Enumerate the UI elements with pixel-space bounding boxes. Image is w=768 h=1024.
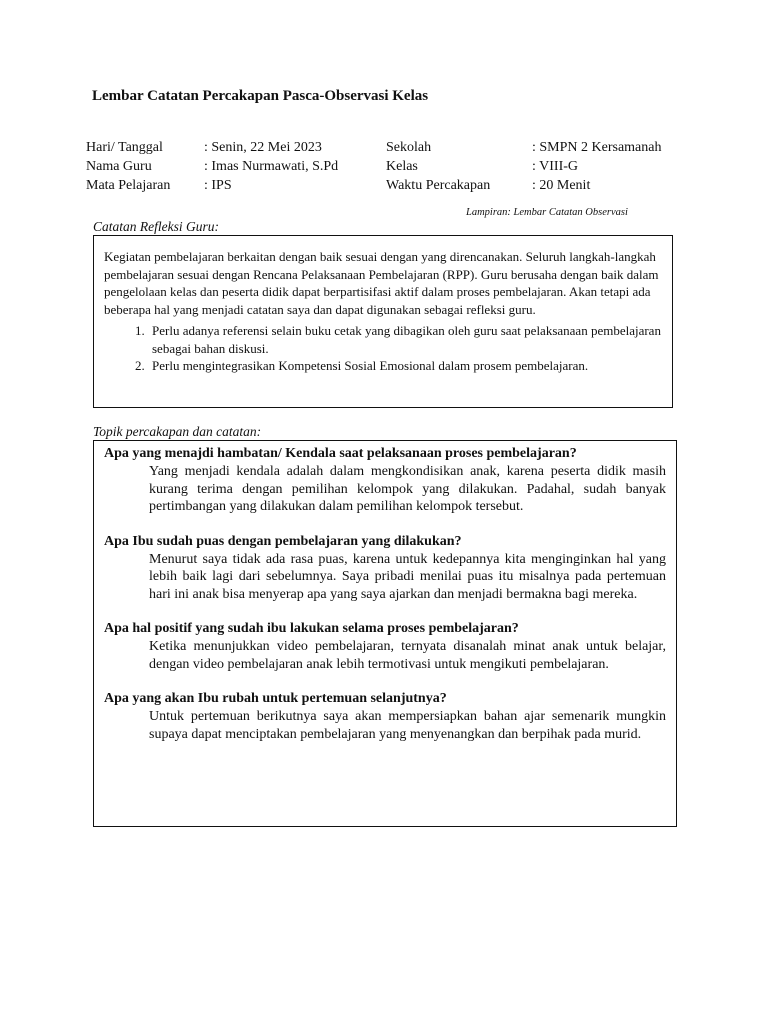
question: Apa yang akan Ibu rubah untuk pertemuan selanjutnya?: [104, 691, 447, 706]
document-title: Lembar Catatan Percakapan Pasca-Observasi Kelas: [92, 88, 429, 104]
question: Apa yang menajdi hambatan/ Kendala saat pelaksanaan proses pembelajaran?: [104, 446, 577, 461]
reflection-label: Catatan Refleksi Guru:: [93, 219, 219, 234]
info-value: : SMPN 2 Kersamanah: [532, 140, 662, 155]
info-label: Waktu Percakapan: [386, 178, 491, 193]
attachment-note: Lampiran: Lembar Catatan Observasi: [466, 207, 628, 218]
info-value: : Imas Nurmawati, S.Pd: [204, 159, 339, 174]
answer: Untuk pertemuan berikutnya saya akan mempersiapkan bahan ajar semenarik mungkin supaya dapat menciptakan pembelajaran yang menyenangkan dan berpihak pada murid.: [149, 709, 666, 742]
info-value: : 20 Menit: [532, 178, 591, 193]
info-row-subject: [86, 176, 338, 195]
info-row-duration: [386, 176, 662, 195]
answer: Menurut saya tidak ada rasa puas, karena untuk kedepannya kita menginginkan hal yang lebih baik lagi dari sebelumnya. Saya pribadi menilai puas itu misalnya pada pertemuan hari ini anak bisa menyerap apa yang saya ajarkan dan menjadi bermakna bagi mereka.: [149, 551, 666, 602]
info-row-school: [386, 138, 662, 157]
info-label: Nama Guru: [86, 159, 152, 174]
info-value: : VIII-G: [532, 159, 579, 174]
qa-item: [104, 445, 666, 516]
question: Apa hal positif yang sudah ibu lakukan selama proses pembelajaran?: [104, 621, 519, 636]
info-value: : Senin, 22 Mei 2023: [204, 140, 322, 155]
info-label: Kelas: [386, 159, 418, 174]
reflection-paragraph: Kegiatan pembelajaran berkaitan dengan baik sesuai dengan yang direncanakan. Seluruh langkah-langkah pembelajaran sesuai dengan Rencana Pelaksanaan Pembelajaran (RPP). Guru berusaha dengan baik dalam pengelolaan kelas dan peserta didik dapat berpartisifasi aktif dalam proses pembelajaran. Akan tetapi ada beberapa hal yang menjadi catatan saya dan dapat digunakan sebagai refleksi guru.: [104, 249, 659, 317]
info-row-date: [86, 138, 338, 157]
info-row-teacher: [86, 157, 338, 176]
info-label: Sekolah: [386, 140, 432, 155]
info-right-block: [386, 138, 662, 195]
reflection-list-item: 2. Perlu mengintegrasikan Kompetensi Sosial Emosional dalam prosem pembelajaran.: [148, 357, 662, 375]
info-label: Hari/ Tanggal: [86, 140, 163, 155]
question: Apa Ibu sudah puas dengan pembelajaran yang dilakukan?: [104, 533, 462, 549]
reflection-list: [104, 322, 662, 375]
info-row-class: [386, 157, 662, 176]
info-label: Mata Pelajaran: [86, 178, 171, 193]
qa-item: [104, 620, 666, 673]
qa-item: [104, 690, 666, 743]
reflection-box: [93, 235, 673, 408]
reflection-list-item: 1. Perlu adanya referensi selain buku cetak yang dibagikan oleh guru saat pelaksanaan pembelajaran sebagai bahan diskusi.: [148, 322, 662, 357]
qa-item: [104, 533, 666, 604]
topics-box: [93, 440, 677, 827]
topics-label: Topik percakapan dan catatan:: [93, 424, 262, 439]
info-value: : IPS: [204, 178, 232, 193]
answer: Ketika menunjukkan video pembelajaran, ternyata disanalah minat anak untuk belajar, dengan video pembelajaran anak lebih termotivasi untuk mengikuti pembelajaran.: [149, 639, 666, 672]
info-left-block: [86, 138, 338, 195]
answer: Yang menjadi kendala adalah dalam mengkondisikan anak, karena peserta didik masih kurang terima dengan pemilihan kelompok yang dilakukan. Padahal, sudah banyak pertimbangan yang dilakukan dalam pemilihan kelompok tersebut.: [149, 464, 666, 514]
